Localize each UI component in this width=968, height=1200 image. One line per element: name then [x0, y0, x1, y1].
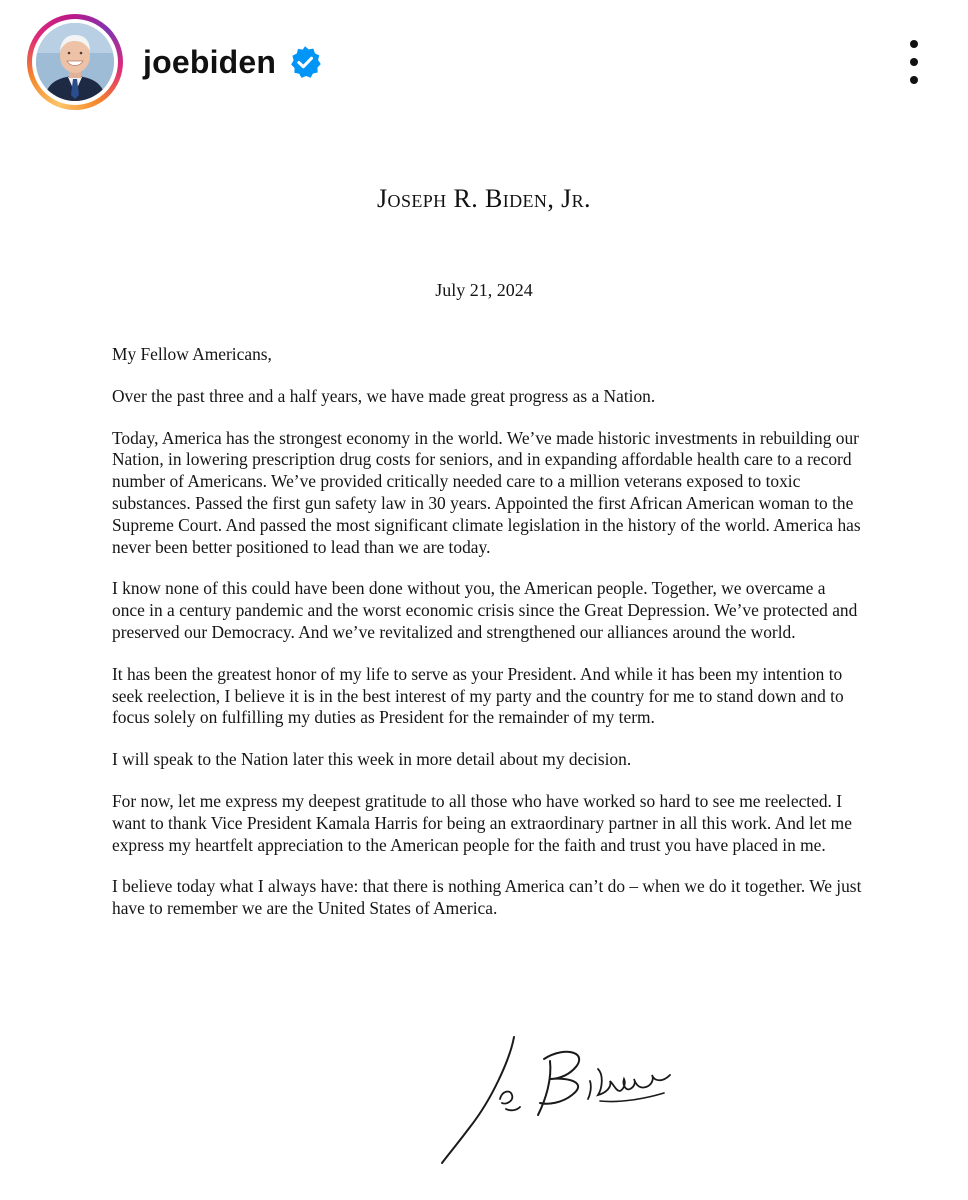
letter-date: July 21, 2024 — [435, 280, 533, 300]
username-row — [143, 40, 322, 84]
more-options-icon — [910, 40, 918, 48]
handwritten-signature — [440, 1029, 690, 1169]
post-header — [0, 0, 968, 124]
avatar-photo-icon — [36, 23, 114, 101]
paragraph-accomplishments: Today, America has the strongest economy in the world. We’ve made historic investments in rebuilding our Nation, in lowering prescription drug costs for seniors, and in expanding affordable health care to a record number of Americans. We’ve provided critically needed care to a million veterans exposed to toxic substances. Passed the first gun safety law in 30 years. Appointed the first African American woman to the Supreme Court. And passed the most significant climate legislation in the history of the world. America has never been better positioned to lead than we are today. — [112, 427, 861, 557]
more-options-button[interactable] — [898, 40, 930, 84]
story-ring[interactable] — [27, 14, 123, 110]
avatar[interactable] — [36, 23, 114, 101]
paragraph-gratitude: For now, let me express my deepest gratitude to all those who have worked so hard to see me reelected. I want to thank Vice President Kamala Harris for being an extraordinary partner in all this work. And let me express my heartfelt appreciation to the American people for the faith and trust you have placed in me. — [112, 790, 852, 855]
letter-image[interactable] — [0, 124, 968, 1200]
verified-badge-icon — [288, 45, 322, 79]
letter-body — [112, 344, 862, 940]
paragraph-closing: I believe today what I always have: that there is nothing America can’t do – when we do it together. We just have to remember we are the United States of America. — [112, 876, 862, 919]
letterhead: Joseph R. Biden, Jr. — [377, 184, 591, 213]
paragraph-address-nation: I will speak to the Nation later this week in more detail about my decision. — [112, 749, 632, 770]
salutation: My Fellow Americans, — [112, 344, 272, 364]
paragraph-american-people: I know none of this could have been done without you, the American people. Together, we overcame a once in a century pandemic and the worst economic crisis since the Great Depression. We’ve protected and preserved our Democracy. And we’ve revitalized and strengthened our alliances around the world. — [112, 578, 858, 642]
paragraph-progress: Over the past three and a half years, we have made great progress as a Nation. — [112, 385, 656, 406]
username-link[interactable]: joebiden — [143, 43, 277, 80]
paragraph-decision: It has been the greatest honor of my life to serve as your President. And while it has been my intention to seek reelection, I believe it is in the best interest of my party and the country for me to stand down and to focus solely on fulfilling my duties as President for the remainder of my term. — [112, 663, 844, 728]
